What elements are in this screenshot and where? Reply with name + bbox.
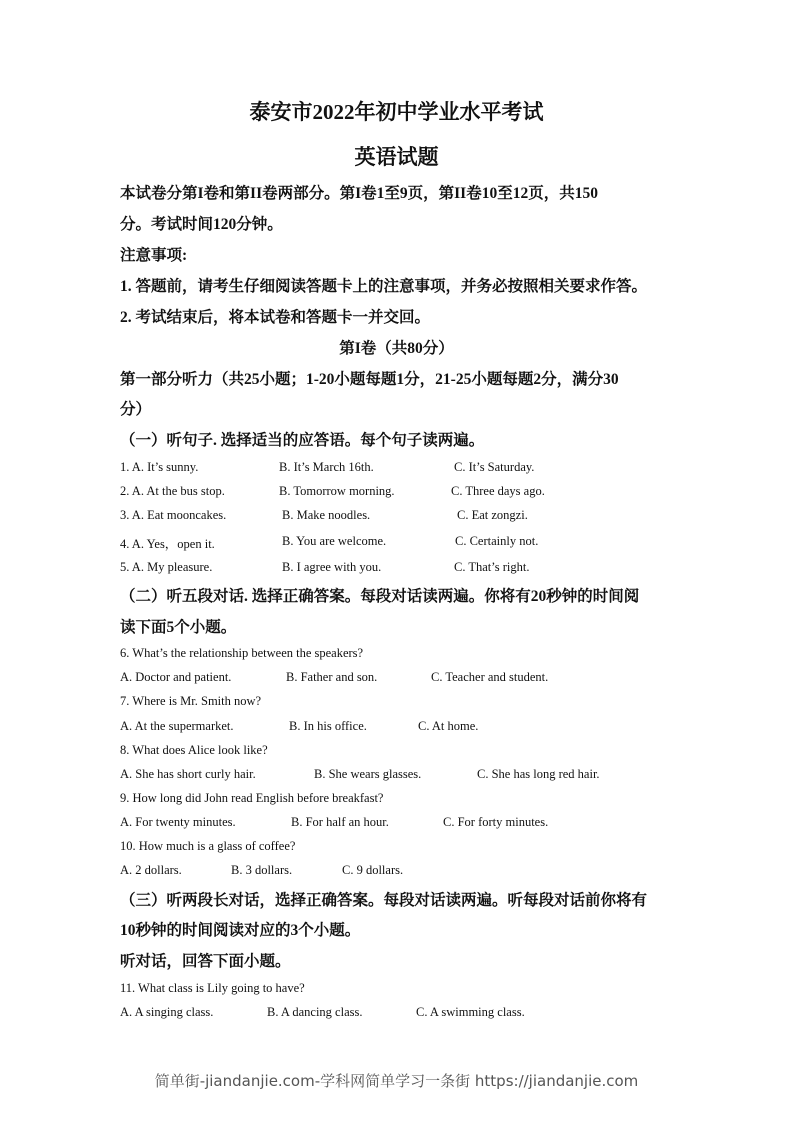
section2-heading-line-2: 读下面5个小题。 [120, 619, 237, 636]
q10-question: 10. How much is a glass of coffee? [120, 839, 296, 853]
q11-option-a: A. A singing class. [120, 1005, 214, 1019]
q9-option-c: C. For forty minutes. [443, 815, 549, 829]
section3-heading-line-2: 10秒钟的时间阅读对应的3个小题。 [120, 922, 361, 939]
q1-option-a: 1. A. It’s sunny. [120, 460, 199, 474]
q6-option-a: A. Doctor and patient. [120, 670, 232, 684]
q6-question: 6. What’s the relationship between the speakers? [120, 646, 364, 660]
q2-option-a: 2. A. At the bus stop. [120, 484, 225, 498]
q7-option-b: B. In his office. [289, 719, 367, 733]
q11-option-c: C. A swimming class. [416, 1005, 525, 1019]
q5-option-a: 5. A. My pleasure. [120, 560, 213, 574]
q1-option-b: B. It’s March 16th. [279, 460, 374, 474]
q8-question: 8. What does Alice look like? [120, 743, 268, 757]
q7-option-c: C. At home. [418, 719, 479, 733]
q3-option-c: C. Eat zongzi. [457, 508, 528, 522]
q8-option-c: C. She has long red hair. [477, 767, 600, 781]
notice-heading: 注意事项: [120, 247, 188, 264]
q9-option-b: B. For half an hour. [291, 815, 389, 829]
q11-question: 11. What class is Lily going to have? [120, 981, 305, 995]
part1-heading-line-1: 第一部分听力（共25小题；1-20小题每题1分，21-25小题每题2分，满分30 [120, 371, 619, 388]
q6-option-c: C. Teacher and student. [431, 670, 549, 684]
exam-subject: 英语试题 [354, 145, 439, 169]
q6-option-b: B. Father and son. [286, 670, 378, 684]
notice-item-2: 2. 考试结束后，将本试卷和答题卡一并交回。 [120, 309, 431, 326]
intro-line-2: 分。考试时间120分钟。 [120, 216, 283, 233]
q11-option-b: B. A dancing class. [267, 1005, 363, 1019]
q3-option-b: B. Make noodles. [282, 508, 371, 522]
q5-option-b: B. I agree with you. [282, 560, 382, 574]
section2-heading-line-1: （二）听五段对话. 选择正确答案。每段对话读两遍。你将有20秒钟的时间阅 [120, 588, 640, 605]
q10-option-c: C. 9 dollars. [342, 863, 404, 877]
q4-option-b: B. You are welcome. [282, 534, 387, 548]
q4-option-c: C. Certainly not. [455, 534, 539, 548]
section3-sub-heading: 听对话，回答下面小题。 [120, 953, 291, 970]
intro-line-1: 本试卷分第I卷和第II卷两部分。第I卷1至9页，第II卷10至12页，共150 [120, 185, 598, 202]
q8-option-a: A. She has short curly hair. [120, 767, 256, 781]
volume-heading: 第I卷（共80分） [339, 340, 454, 357]
q8-option-b: B. She wears glasses. [314, 767, 422, 781]
q9-question: 9. How long did John read English before breakfast? [120, 791, 384, 805]
q2-option-b: B. Tomorrow morning. [279, 484, 395, 498]
notice-item-1: 1. 答题前，请考生仔细阅读答题卡上的注意事项，并务必按照相关要求作答。 [120, 278, 648, 295]
q5-option-c: C. That’s right. [454, 560, 530, 574]
section3-heading-line-1: （三）听两段长对话，选择正确答案。每段对话读两遍。听每段对话前你将有 [120, 892, 648, 909]
q7-option-a: A. At the supermarket. [120, 719, 234, 733]
footer-watermark: 简单街-jiandanjie.com-学科网简单学习一条街 https://jiandanjie.com [154, 1072, 639, 1090]
q3-option-a: 3. A. Eat mooncakes. [120, 508, 227, 522]
q1-option-c: C. It’s Saturday. [454, 460, 535, 474]
q7-question: 7. Where is Mr. Smith now? [120, 694, 262, 708]
q9-option-a: A. For twenty minutes. [120, 815, 236, 829]
section1-heading: （一）听句子. 选择适当的应答语。每个句子读两遍。 [120, 432, 485, 449]
q4-option-a: 4. A. Yes，open it. [120, 537, 215, 551]
part1-heading-line-2: 分） [120, 401, 152, 418]
q10-option-a: A. 2 dollars. [120, 863, 182, 877]
exam-title: 泰安市2022年初中学业水平考试 [249, 100, 544, 124]
q10-option-b: B. 3 dollars. [231, 863, 293, 877]
q2-option-c: C. Three days ago. [451, 484, 545, 498]
